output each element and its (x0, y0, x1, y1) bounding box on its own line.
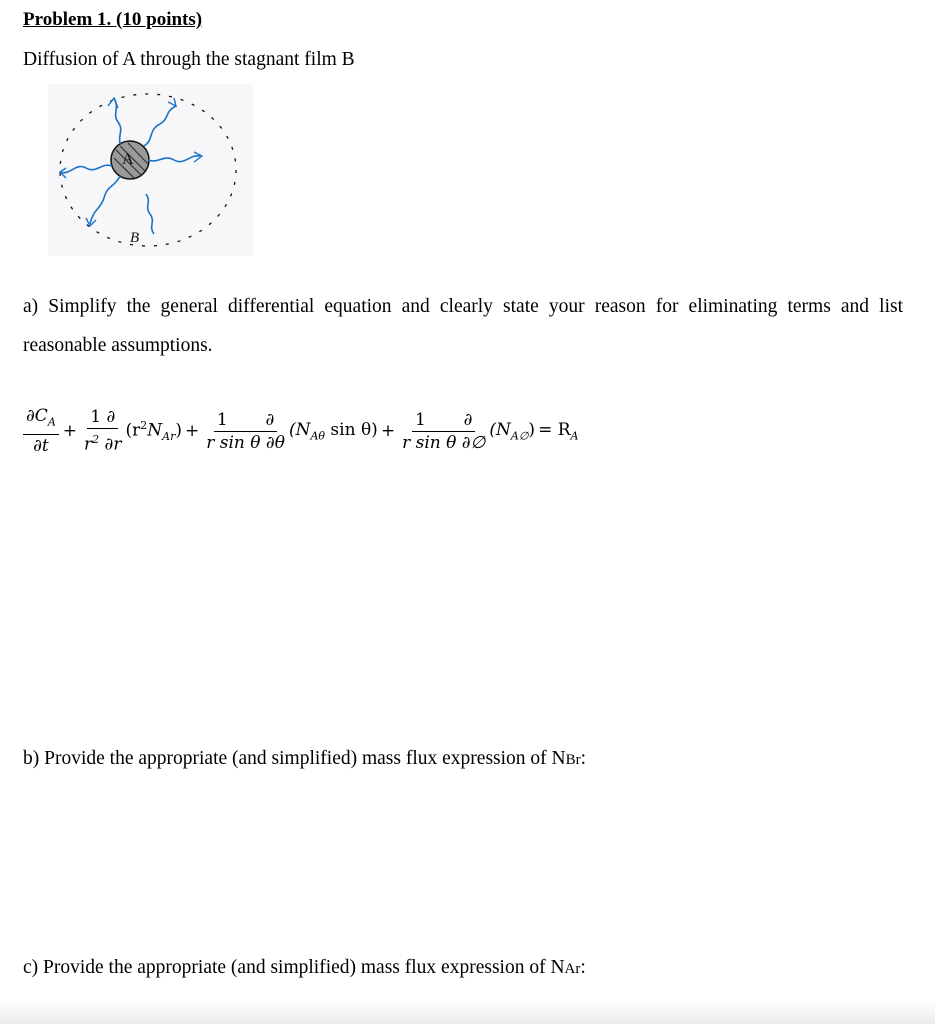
eq-term-time: $\frac{\partial C_A}{\partial t}$ (23, 406, 59, 455)
question-a: a) Simplify the general differential equation and clearly state your reason for eliminating terms and list reasonable assumptions. (23, 296, 903, 356)
question-c: c) Provide the appropriate (and simplified) mass flux expression of NAr: (23, 957, 586, 978)
figure-label-b: B (130, 230, 140, 246)
eq-term-r-body: $(r^2N_{Ar})$ (125, 418, 182, 444)
eq-rhs: = $R_A$ (538, 419, 579, 443)
eq-term-phi-frac: $\frac{1 \partial}{\text{r sin θ ∂∅}}$ (402, 409, 486, 453)
eq-term-r-frac: $\frac{1 \partial}{r^2 \partial r}$ (84, 407, 122, 455)
continuity-equation: $\frac{\partial C_A}{\partial t}$ + $\frac{1 \partial}{r^2 \partial r}$ $(r^2N_{Ar})$ + $\frac{1 \partial}{\text{r sin θ ∂θ}}$ ($N_{A\theta}$ sin θ) + $\frac{1 \partial}{\text{r sin θ ∂∅}}$ $(N_{A\emptyset})$ = $R_A$ (22, 401, 581, 461)
eq-term-theta-frac: $\frac{1 \partial}{\text{r sin θ ∂θ}}$ (206, 409, 285, 453)
problem-subtitle: Diffusion of A through the stagnant film B (23, 49, 355, 70)
problem-title: Problem 1. (10 points) (23, 9, 203, 30)
page-bottom-shade (0, 1000, 935, 1024)
diffusion-sketch (48, 84, 253, 256)
figure-label-a: A (122, 151, 134, 168)
eq-term-theta-body: ($N_{A\theta}$ sin θ) (288, 419, 378, 443)
eq-term-phi-body: $(N_{A\emptyset})$ (489, 419, 536, 443)
question-b: b) Provide the appropriate (and simplified) mass flux expression of NBr: (23, 748, 587, 769)
